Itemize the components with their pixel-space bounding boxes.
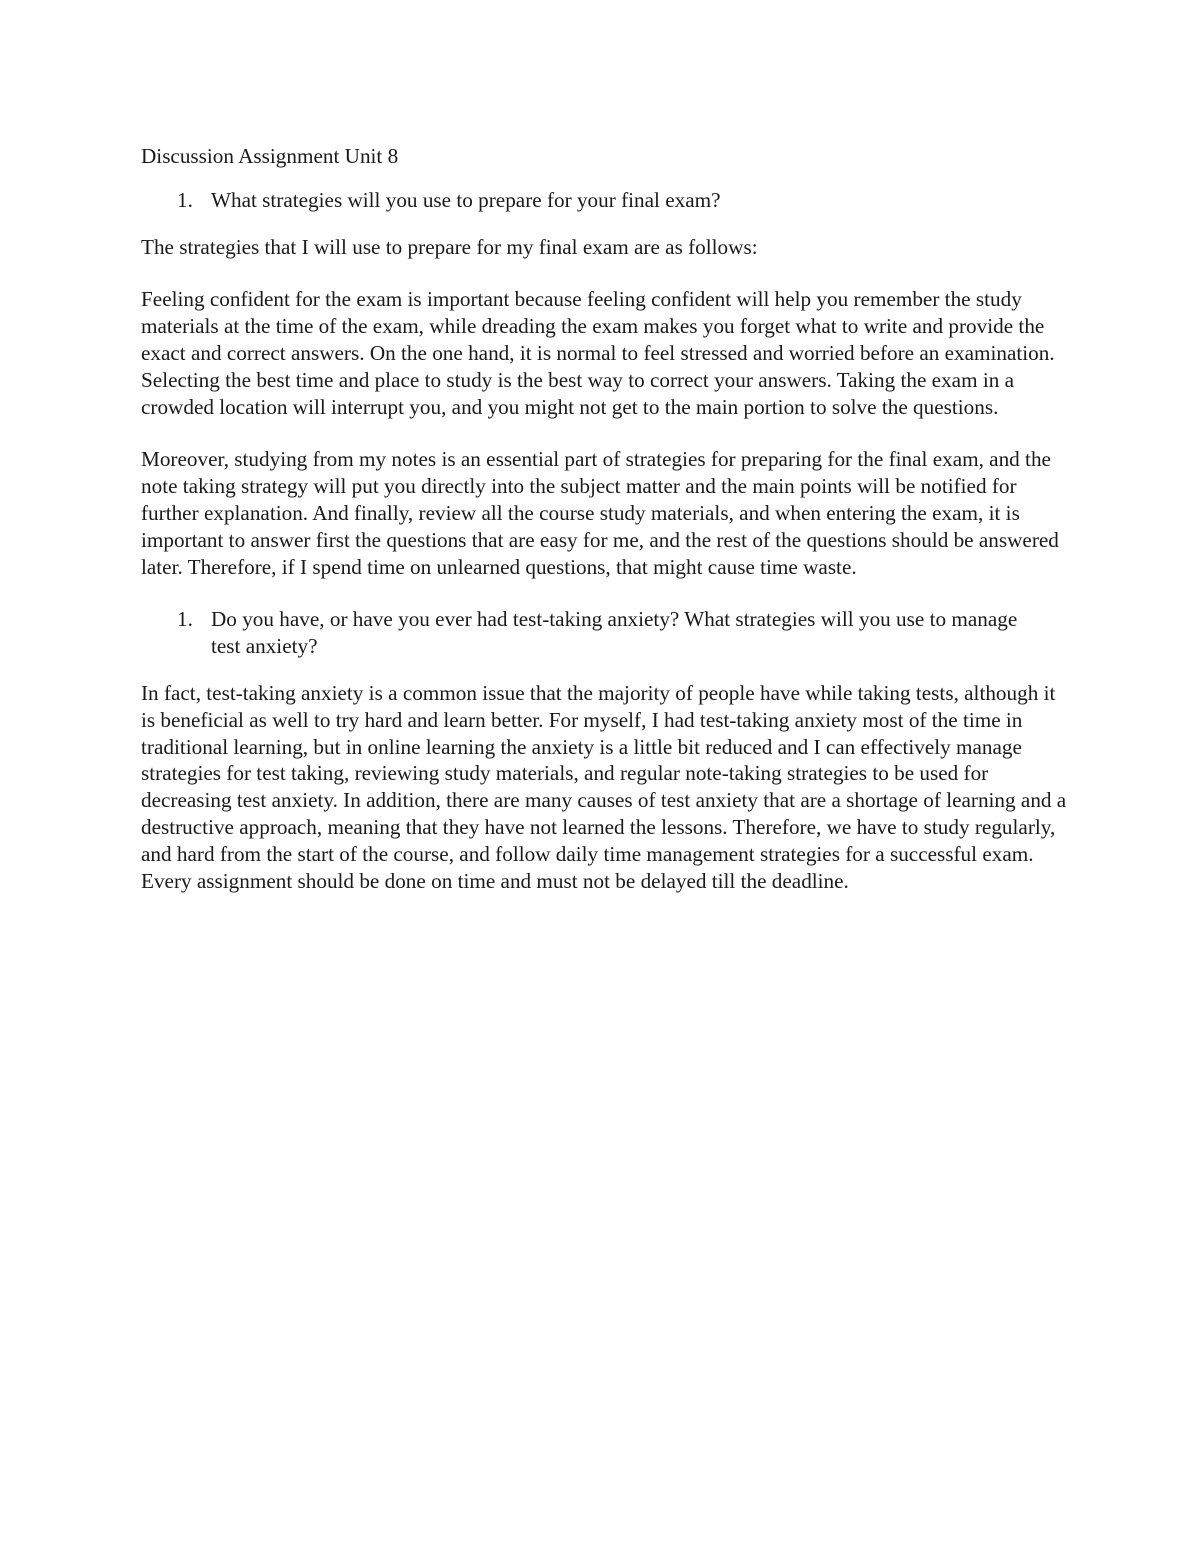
body-paragraph-2: Moreover, studying from my notes is an essential part of strategies for preparing for the final exam, and the note taking strategy will put you directly into the subject matter and the main points will be notified for further explanation. And finally, review all the course study materials, and when entering the exam, it is important to answer first the questions that are easy for me, and the rest of the questions should be answered later. Therefore, if I spend time on unlearned questions, that might cause time waste. (141, 447, 1059, 579)
question-2-text: Do you have, or have you ever had test-taking anxiety? What strategies will you use to manage test anxiety? (211, 607, 1018, 659)
body-paragraph-1: Feeling confident for the exam is important because feeling confident will help you remember the study materials at the time of the exam, while dreading the exam makes you forget what to write and provide the exact and correct answers. On the one hand, it is normal to feel stressed and worried before an examination. Selecting the best time and place to study is the best way to correct your answers. Taking the exam in a crowded location will interrupt you, and you might not get to the main portion to solve the questions. (141, 287, 1055, 419)
question-1-text: What strategies will you use to prepare for your final exam? (211, 187, 721, 212)
document-body (141, 143, 1071, 920)
question-2 (141, 606, 1071, 660)
body-paragraph-3: In fact, test-taking anxiety is a common issue that the majority of people have while taking tests, although it is beneficial as well to try hard and learn better. For myself, I had test-taking anxiety most of the time in traditional learning, but in online learning the anxiety is a little bit reduced and I can effectively manage strategies for test taking, reviewing study materials, and regular note-taking strategies to be used for decreasing test anxiety. In addition, there are many causes of test anxiety that are a shortage of learning and a destructive approach, meaning that they have not learned the lessons. Therefore, we have to study regularly, and hard from the start of the course, and follow daily time management strategies for a successful exam. Every assignment should be done on time and must not be delayed till the deadline. (141, 680, 1067, 893)
intro-paragraph: The strategies that I will use to prepare for my final exam are as follows: (141, 234, 758, 259)
document-title: Discussion Assignment Unit 8 (141, 144, 399, 168)
question-1-number: 1. (177, 187, 193, 212)
question-1 (141, 187, 1071, 214)
question-2-number: 1. (177, 607, 193, 632)
